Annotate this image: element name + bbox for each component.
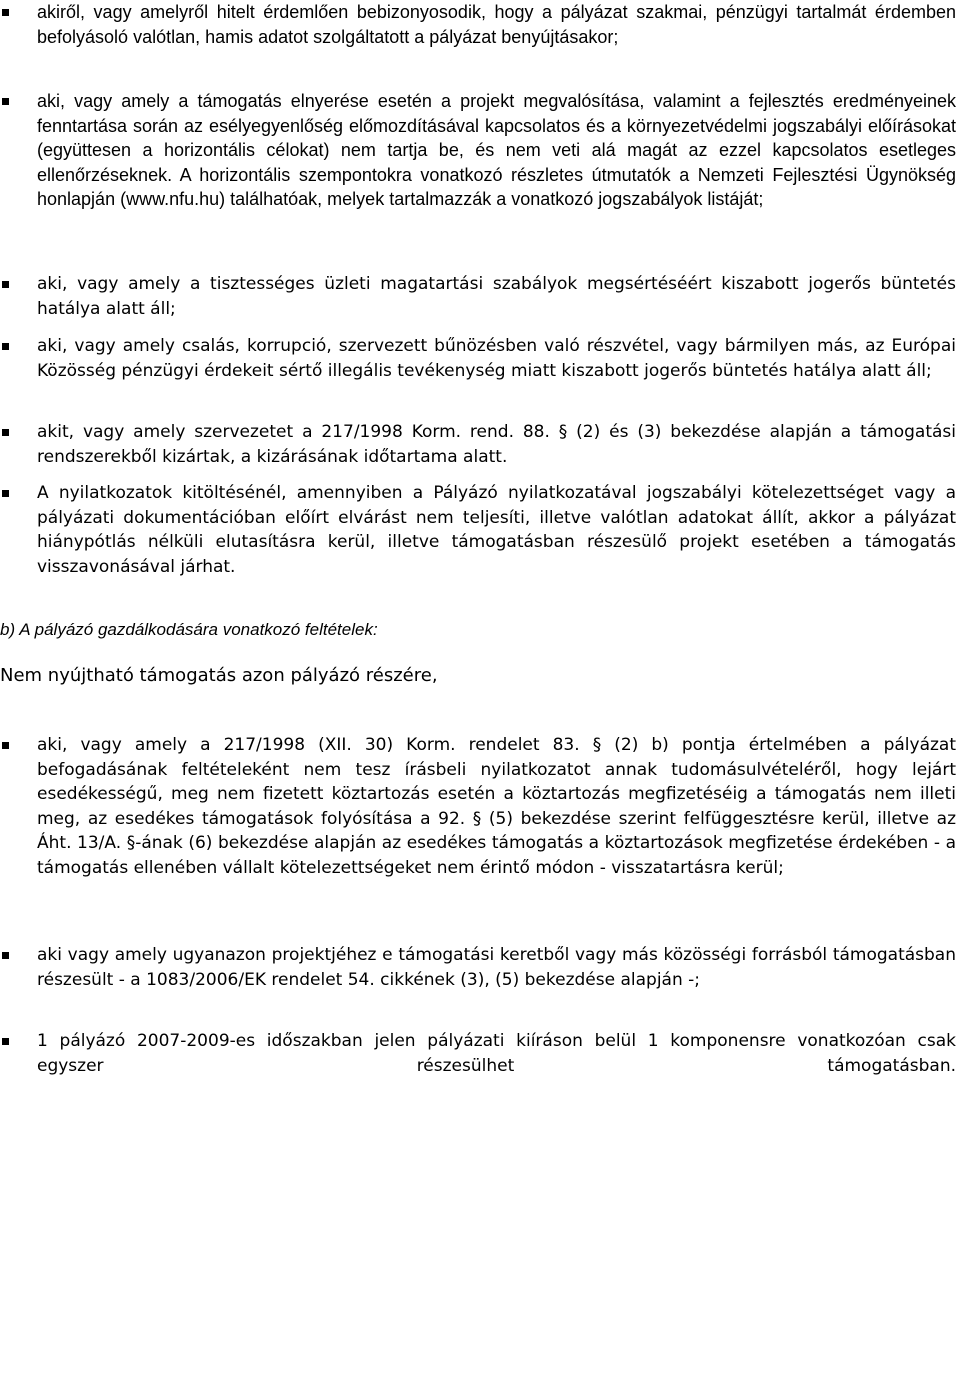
- list-item: aki, vagy amely a 217/1998 (XII. 30) Korm. rendelet 83. § (2) b) pontja értelmében a pályázat befogadásának feltételeként nem tesz írásbeli nyilatkozatot annak tudomásulvételéről, hogy lejárt esedékességű, meg nem fizetett köztartozás esetén a köztartozás megfizetéséig a támogatás nem illeti meg, az esedékes támogatások folyósítása a 92. § (5) bekezdése szerint felfüggesztésre kerül, illetve az Áht. 13/A. §-ának (6) bekezdése alapján az esedékes támogatás a köztartozások megfizetése érdekében - a támogatás ellenében vállalt kötelezettségeket nem érintő módon - visszatartásra kerül;: [0, 733, 956, 880]
- list-item: aki, vagy amely a támogatás elnyerése esetén a projekt megvalósítása, valamint a fejlesztés eredményeinek fenntartása során az esélyegyenlőség előmozdításával kapcsolatos és a környezetvédelmi jogszabályi előírásokat (együttesen a horizontális célokat) nem tartja be, és nem veti alá magát az ezzel kapcsolatos esetleges ellenőrzéseknek. A horizontális szempontokra vonatkozó részletes útmutatók a Nemzeti Fejlesztési Ügynökség honlapján (www.nfu.hu) találhatóak, melyek tartalmazzák a vonatkozó jogszabályok listáját;: [0, 89, 956, 212]
- list-item: akit, vagy amely szervezetet a 217/1998 Korm. rend. 88. § (2) és (3) bekezdése alapján a támogatási rendszerekből kizártak, a kizárásának időtartama alatt.: [0, 420, 956, 469]
- bullet-icon: [2, 742, 9, 749]
- list-item: aki vagy amely ugyanazon projektjéhez e támogatási keretből vagy más közösségi forrásból támogatásban részesült - a 1083/2006/EK rendelet 54. cikkének (3), (5) bekezdése alapján -;: [0, 943, 956, 992]
- bullet-icon: [2, 9, 9, 16]
- bullet-icon: [2, 490, 9, 497]
- section-heading: b) A pályázó gazdálkodására vonatkozó feltételek:: [0, 620, 378, 639]
- bullet-icon: [2, 1038, 9, 1045]
- bullet-icon: [2, 98, 9, 105]
- list-item: aki, vagy amely a tisztességes üzleti magatartási szabályok megsértéséért kiszabott jogerős büntetés hatálya alatt áll;: [0, 272, 956, 321]
- list-item: aki, vagy amely csalás, korrupció, szervezett bűnözésben való részvétel, vagy bármilyen más, az Európai Közösség pénzügyi érdekeit sértő illegális tevékenység miatt kiszabott jogerős büntetés hatálya alatt áll;: [0, 334, 956, 383]
- list-item: A nyilatkozatok kitöltésénél, amennyiben a Pályázó nyilatkozatával jogszabályi kötelezettséget vagy a pályázati dokumentációban előírt elvárást nem teljesíti, illetve valótlan adatokat állít, akkor a pályázat hiánypótlás nélküli elutasításra kerül, illetve támogatásban részesülő projekt esetében a támogatás visszavonásával járhat.: [0, 481, 956, 579]
- bullet-icon: [2, 429, 9, 436]
- bullet-icon: [2, 952, 9, 959]
- intro-text: Nem nyújtható támogatás azon pályázó részére,: [0, 665, 438, 686]
- list-item: akiről, vagy amelyről hitelt érdemlően bebizonyosodik, hogy a pályázat szakmai, pénzügyi tartalmát érdemben befolyásoló valótlan, hamis adatot szolgáltatott a pályázat benyújtásakor;: [0, 0, 956, 49]
- bullet-icon: [2, 281, 9, 288]
- list-item: 1 pályázó 2007-2009-es időszakban jelen pályázati kiíráson belül 1 komponensre vonatkozóan csak egyszer részesülhet támogatásban.: [0, 1029, 956, 1078]
- bullet-icon: [2, 343, 9, 350]
